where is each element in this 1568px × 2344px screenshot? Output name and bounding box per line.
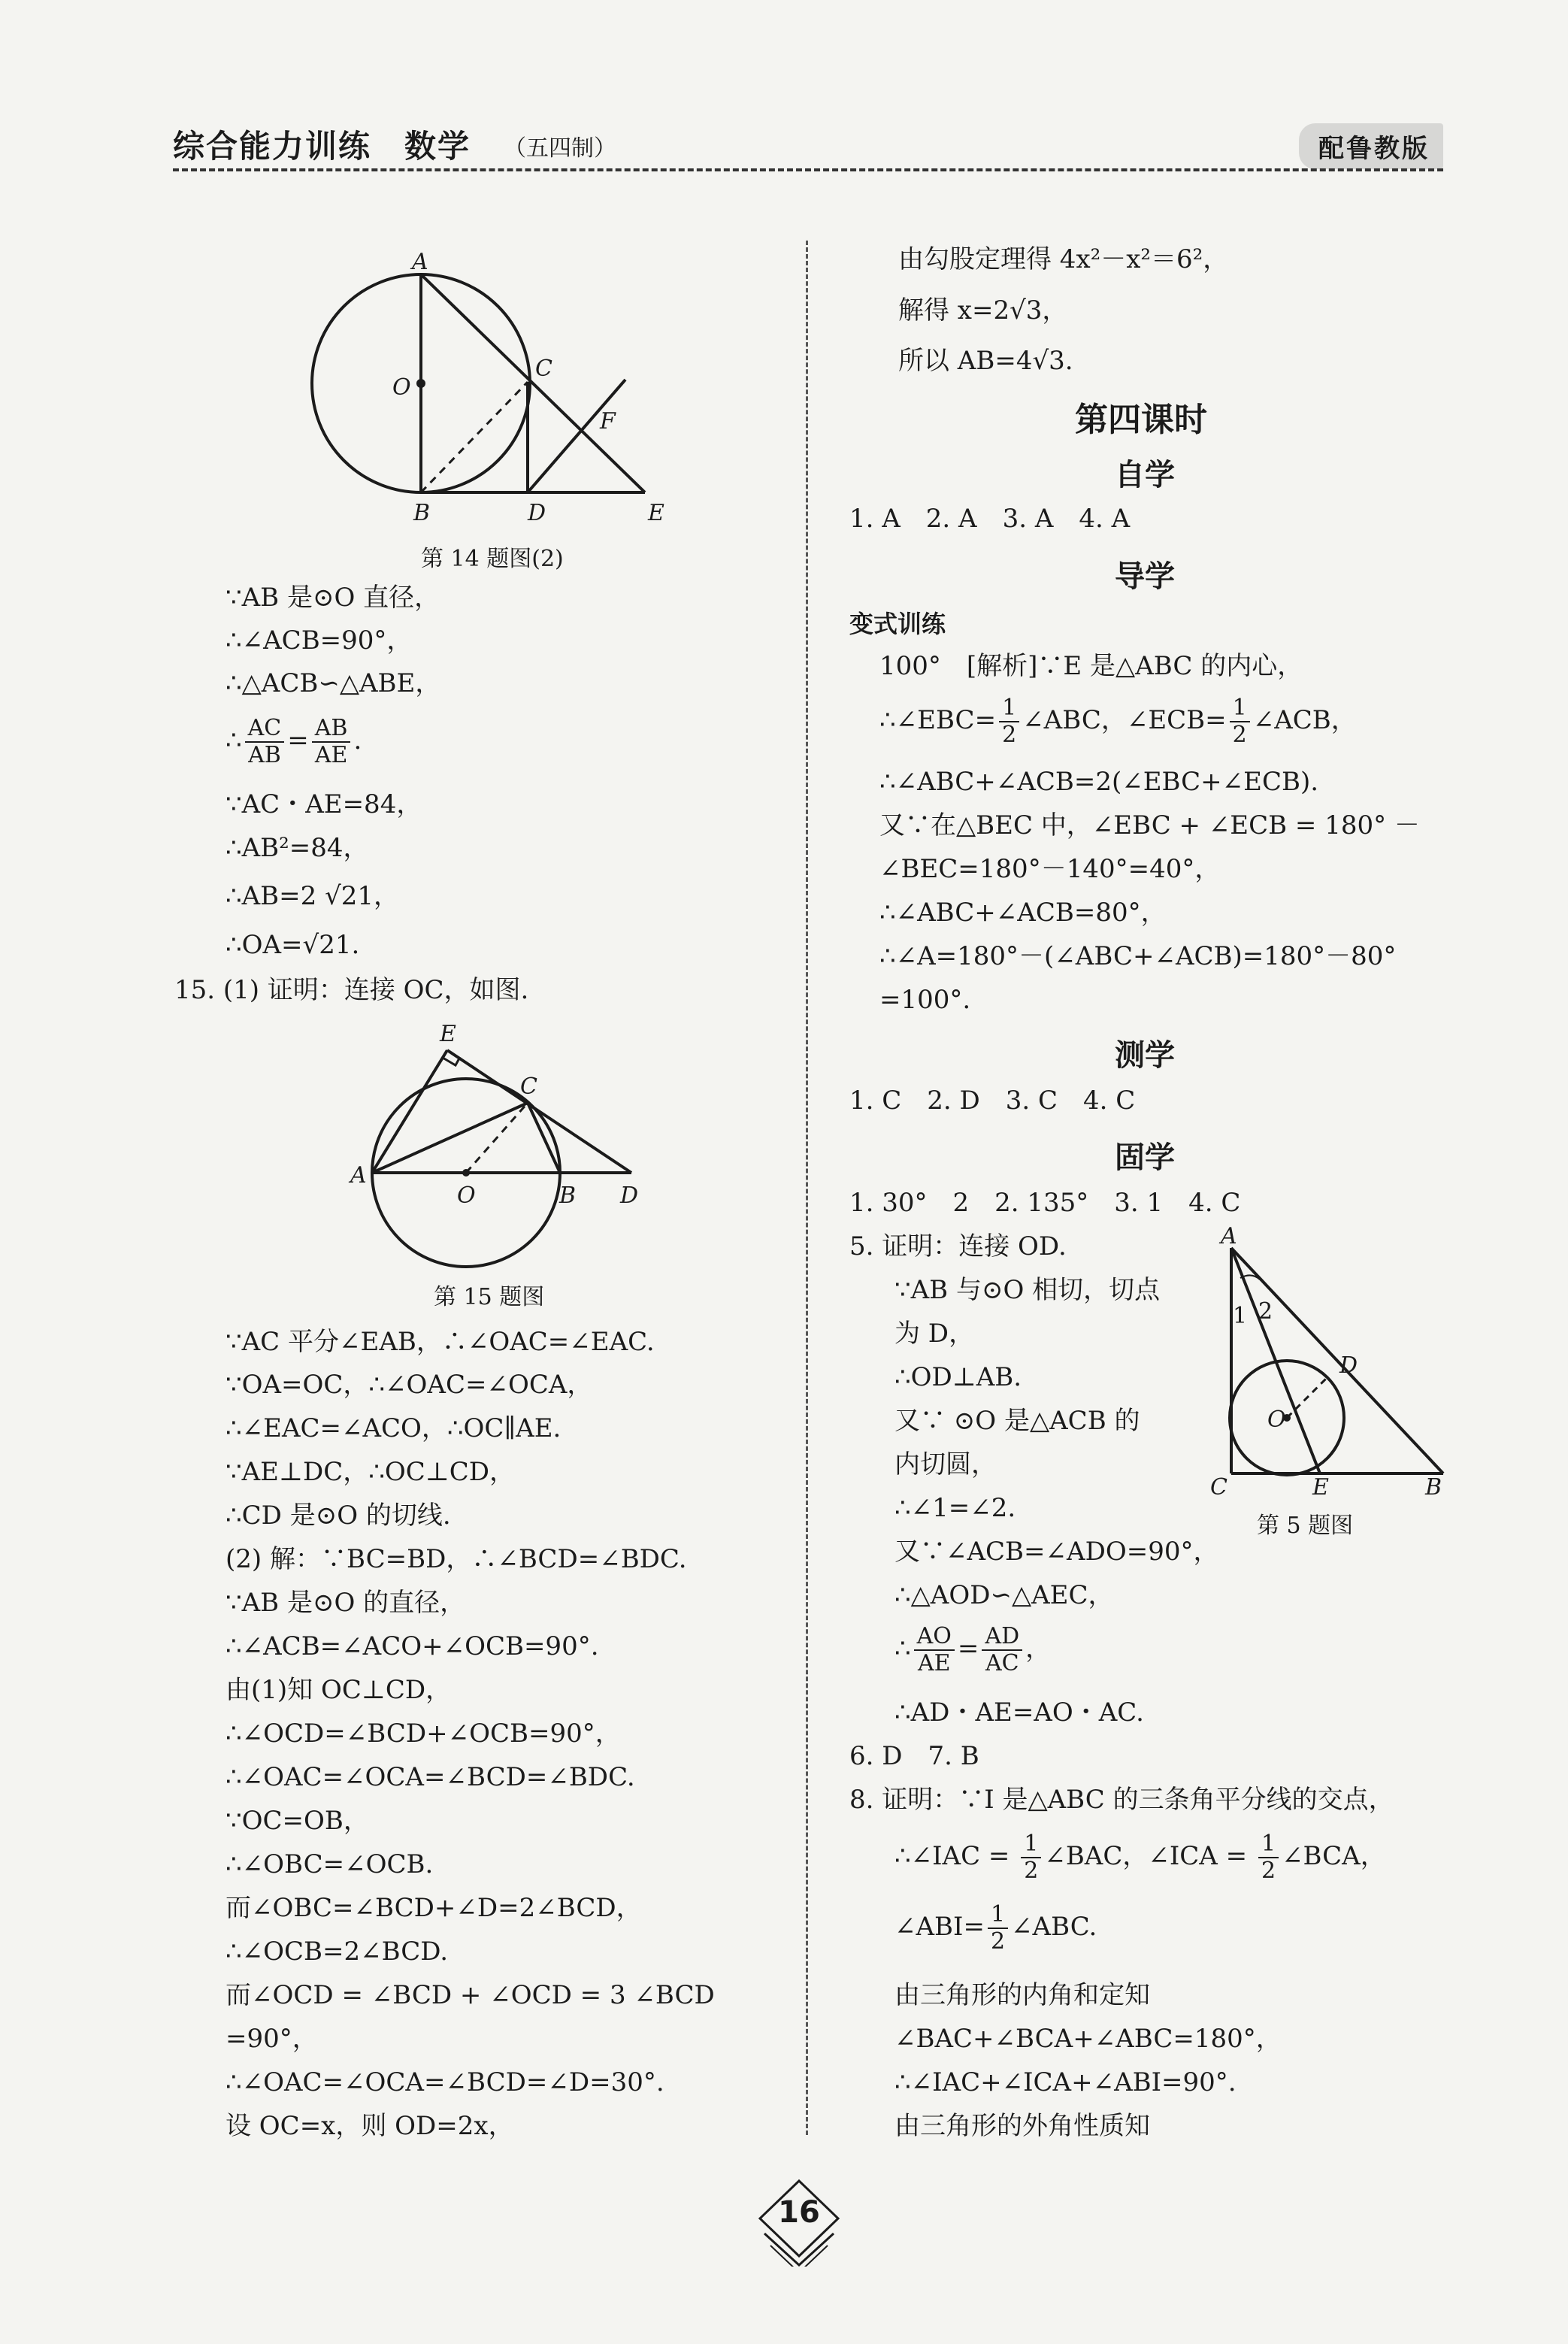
book-subtitle: （五四制） bbox=[504, 135, 616, 162]
fig15-label-b: B bbox=[559, 1183, 577, 1209]
text-line: 而∠OBC=∠BCD+∠D=2∠BCD， bbox=[226, 1893, 642, 1923]
text-line: ∴∠ABC+∠ACB=80°， bbox=[879, 898, 1167, 928]
section-heading-zixue: 自学 bbox=[1115, 458, 1175, 492]
fraction-line bbox=[894, 1624, 1051, 1676]
text-line: ∵AB 是⊙O 直径， bbox=[226, 583, 440, 613]
header-rule bbox=[173, 168, 1443, 171]
text-line: ∴∠ACB=90°， bbox=[226, 625, 413, 656]
text-line: ∴CD 是⊙O 的切线. bbox=[226, 1501, 451, 1531]
figure-5-drawing bbox=[1195, 1225, 1451, 1504]
fig5-label-1: 1 bbox=[1233, 1303, 1248, 1329]
text-line: ∴∠OCB=2∠BCD. bbox=[226, 1937, 449, 1967]
figure-5 bbox=[1195, 1225, 1451, 1504]
denominator: 2 bbox=[990, 1928, 1006, 1955]
text-line: 由勾股定理得 4x²－x²＝6²， bbox=[898, 244, 1229, 274]
figure-14 bbox=[301, 248, 692, 526]
text-line: 解得 x=2√3， bbox=[898, 295, 1068, 326]
fig14-label-e: E bbox=[648, 500, 664, 526]
text-line: ∵AC 平分∠EAB，∴∠OAC=∠EAC. bbox=[226, 1327, 655, 1357]
fig5-label-o: O bbox=[1267, 1407, 1286, 1433]
text-line: ∴∠OAC=∠OCA=∠BCD=∠BDC. bbox=[226, 1762, 635, 1792]
answer-line: 1. A 2. A 3. A 4. A bbox=[849, 504, 1131, 534]
denominator: 2 bbox=[1261, 1858, 1276, 1884]
fig5-label-c: C bbox=[1210, 1474, 1227, 1501]
numerator: 1 bbox=[999, 695, 1019, 722]
subsection-heading: 变式训练 bbox=[849, 610, 946, 638]
text-line: ∴△ACB∽△ABE， bbox=[226, 668, 441, 698]
numerator: AC bbox=[245, 716, 285, 743]
fig5-label-a: A bbox=[1221, 1225, 1237, 1249]
answer-line: 1. C 2. D 3. C 4. C bbox=[849, 1086, 1136, 1116]
text-line: ∵AB 是⊙O 的直径， bbox=[226, 1588, 466, 1618]
text-line: ∴AD・AE=AO・AC. bbox=[894, 1697, 1144, 1728]
answer-line: 1. 30° 2 2. 135° 3. 1 4. C bbox=[849, 1188, 1241, 1218]
text-line: ∴∠EAC=∠ACO，∴OC∥AE. bbox=[226, 1413, 562, 1443]
fraction-line bbox=[894, 1902, 1097, 1955]
text-line: ∴∠ABC+∠ACB=2(∠EBC+∠ECB). bbox=[879, 767, 1319, 797]
edition-badge: 配鲁教版 bbox=[1299, 123, 1443, 169]
fig14-label-d: D bbox=[528, 500, 546, 526]
fraction bbox=[1230, 695, 1250, 748]
text-line: 由三角形的外角性质知 bbox=[894, 2111, 1150, 2141]
figure-14-drawing bbox=[301, 248, 692, 526]
fraction bbox=[245, 716, 285, 768]
text-line: 设 OC=x，则 OD=2x， bbox=[226, 2111, 514, 2141]
fig5-label-2: 2 bbox=[1258, 1298, 1273, 1325]
text-line: 15. (1) 证明：连接 OC，如图. bbox=[174, 975, 529, 1005]
text-line: (2) 解：∵BC=BD，∴∠BCD=∠BDC. bbox=[226, 1544, 687, 1574]
fig14-label-a: A bbox=[412, 249, 428, 275]
fig15-label-c: C bbox=[520, 1074, 537, 1100]
text-line: ∴AB²=84， bbox=[226, 833, 369, 863]
fig14-label-f: F bbox=[600, 408, 616, 435]
section-heading-guxue: 固学 bbox=[1115, 1140, 1175, 1175]
text-line: ∴∠IAC+∠ICA+∠ABI=90°. bbox=[894, 2067, 1237, 2097]
text-prefix: ∴ bbox=[894, 1634, 911, 1664]
section-heading-cexue: 测学 bbox=[1115, 1038, 1175, 1073]
text-suffix: ∠BCA， bbox=[1282, 1841, 1386, 1871]
numerator: AO bbox=[914, 1624, 955, 1651]
fraction-line bbox=[879, 695, 1357, 748]
numerator: 1 bbox=[1021, 1831, 1041, 1858]
book-title: 综合能力训练 数学 bbox=[173, 128, 471, 165]
text-line: ∴∠A=180°－(∠ABC+∠ACB)=180°－80° bbox=[879, 941, 1397, 971]
denominator: 2 bbox=[1002, 722, 1017, 748]
text-suffix: . bbox=[353, 725, 362, 756]
fig5-label-e: E bbox=[1312, 1474, 1329, 1501]
denominator: AE bbox=[314, 742, 348, 768]
page-number: 16 bbox=[778, 2195, 820, 2230]
equals-sign: = bbox=[287, 725, 309, 756]
text-line: 而∠OCD = ∠BCD + ∠OCD = 3 ∠BCD bbox=[226, 1980, 715, 2010]
text-line: =100°. bbox=[879, 985, 971, 1015]
text-middle: ∠ABC，∠ECB= bbox=[1022, 705, 1227, 735]
text-middle: ∠BAC，∠ICA = bbox=[1044, 1841, 1255, 1871]
text-prefix: ∴ bbox=[226, 725, 242, 756]
numerator: 1 bbox=[1230, 695, 1250, 722]
fraction bbox=[982, 1624, 1022, 1676]
fraction bbox=[914, 1624, 955, 1676]
fig14-label-b: B bbox=[413, 500, 431, 526]
column-divider bbox=[806, 241, 808, 2135]
fig15-label-e: E bbox=[440, 1021, 456, 1047]
denominator: AC bbox=[985, 1650, 1019, 1676]
text-line: 为 D， bbox=[894, 1319, 975, 1349]
numerator: AD bbox=[982, 1624, 1022, 1651]
figure-5-caption: 第 5 题图 bbox=[1257, 1513, 1354, 1539]
text-suffix: ∠ABC. bbox=[1011, 1912, 1097, 1942]
text-line: ∴OD⊥AB. bbox=[894, 1362, 1022, 1392]
page-header bbox=[173, 119, 1443, 173]
text-line: ∴∠1=∠2. bbox=[894, 1493, 1016, 1523]
figure-15-caption: 第 15 题图 bbox=[434, 1284, 545, 1310]
fig15-label-d: D bbox=[620, 1183, 639, 1209]
fraction bbox=[988, 1902, 1008, 1955]
text-line: 5. 证明：连接 OD. bbox=[849, 1231, 1067, 1261]
text-line: 由三角形的内角和定知 bbox=[894, 1980, 1150, 2010]
fig5-label-b: B bbox=[1425, 1474, 1442, 1501]
equals-sign: = bbox=[957, 1634, 979, 1664]
text-line: ∵AB 与⊙O 相切，切点 bbox=[894, 1275, 1161, 1305]
numerator: 1 bbox=[1258, 1831, 1279, 1858]
text-line: 所以 AB=4√3. bbox=[898, 346, 1073, 376]
text-line: 100° [解析]∵E 是△ABC 的内心， bbox=[879, 651, 1303, 681]
denominator: 2 bbox=[1232, 722, 1247, 748]
fraction bbox=[1258, 1831, 1279, 1884]
fraction bbox=[312, 716, 351, 768]
text-line: ∵OA=OC，∴∠OAC=∠OCA， bbox=[226, 1370, 593, 1400]
text-line: ∵AC・AE=84， bbox=[226, 789, 422, 819]
text-line: ∴∠OCD=∠BCD+∠OCB=90°， bbox=[226, 1719, 621, 1749]
text-prefix: ∴∠EBC= bbox=[879, 705, 997, 735]
text-line: 8. 证明：∵I 是△ABC 的三条角平分线的交点， bbox=[849, 1785, 1394, 1815]
text-line: ∴AB=2 √21， bbox=[226, 881, 400, 911]
fig14-label-c: C bbox=[535, 356, 552, 382]
text-prefix: ∴∠IAC = bbox=[894, 1841, 1019, 1871]
section-heading-daoxue: 导学 bbox=[1115, 559, 1175, 594]
text-line: ∴△AOD∽△AEC， bbox=[894, 1580, 1114, 1610]
fraction-line bbox=[894, 1831, 1386, 1884]
denominator: 2 bbox=[1024, 1858, 1039, 1884]
figure-15 bbox=[346, 1019, 661, 1274]
fig14-label-o: O bbox=[392, 374, 411, 401]
text-line: ∴OA=√21. bbox=[226, 930, 360, 960]
fig5-label-d: D bbox=[1339, 1352, 1358, 1379]
text-line: ∴∠OBC=∠OCB. bbox=[226, 1849, 434, 1879]
text-line: ∴∠OAC=∠OCA=∠BCD=∠D=30°. bbox=[226, 2067, 664, 2097]
figure-14-caption: 第 14 题图(2) bbox=[421, 546, 564, 572]
text-line: ∵AE⊥DC，∴OC⊥CD， bbox=[226, 1457, 516, 1487]
fraction-line bbox=[226, 716, 362, 768]
denominator: AE bbox=[917, 1650, 951, 1676]
numerator: 1 bbox=[988, 1902, 1008, 1929]
text-line: ∠BAC+∠BCA+∠ABC=180°， bbox=[894, 2024, 1282, 2054]
text-line: 由(1)知 OC⊥CD， bbox=[226, 1675, 452, 1705]
text-line: 又∵ ⊙O 是△ACB 的 bbox=[894, 1406, 1140, 1436]
text-line: 又∵∠ACB=∠ADO=90°， bbox=[894, 1537, 1219, 1567]
fig15-label-o: O bbox=[457, 1183, 476, 1209]
figure-15-drawing bbox=[346, 1019, 661, 1274]
numerator: AB bbox=[312, 716, 351, 743]
text-suffix: ∠ACB， bbox=[1252, 705, 1357, 735]
text-line: ∠BEC=180°－140°=40°， bbox=[879, 854, 1221, 884]
answer-line: 6. D 7. B bbox=[849, 1741, 979, 1771]
text-line: ∵OC=OB， bbox=[226, 1806, 369, 1836]
text-line: ∴∠ACB=∠ACO+∠OCB=90°. bbox=[226, 1631, 599, 1661]
fraction bbox=[999, 695, 1019, 748]
fig15-label-a: A bbox=[350, 1162, 367, 1189]
text-line: 内切圆， bbox=[894, 1449, 997, 1479]
text-line: 又∵在△BEC 中，∠EBC + ∠ECB = 180° － bbox=[879, 810, 1420, 840]
text-prefix: ∠ABI= bbox=[894, 1912, 985, 1942]
denominator: AB bbox=[248, 742, 281, 768]
lesson-heading: 第四课时 bbox=[1075, 401, 1207, 439]
text-line: =90°， bbox=[226, 2024, 318, 2054]
fraction bbox=[1021, 1831, 1041, 1884]
text-suffix: ， bbox=[1025, 1634, 1052, 1664]
